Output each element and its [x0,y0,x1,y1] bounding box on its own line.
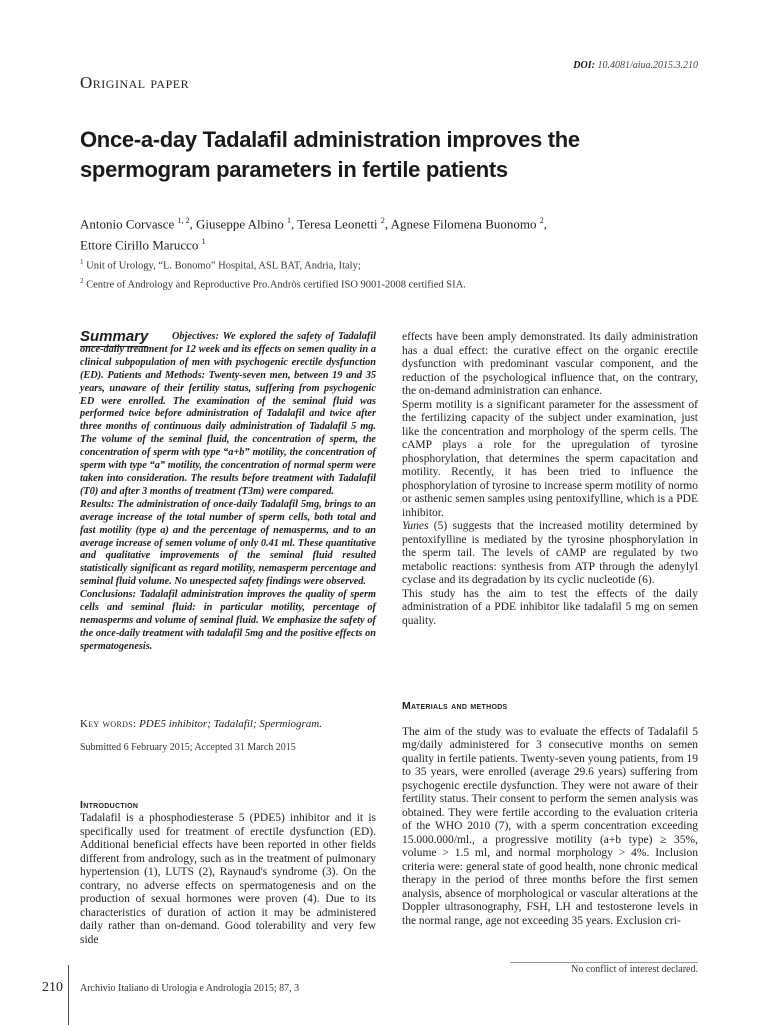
keywords-text: PDE5 inhibitor; Tadalafil; Spermiogram. [139,718,322,730]
introduction-heading: Introduction [80,799,139,811]
summary-abstract [80,331,376,654]
introduction-body [80,812,376,947]
author-name: Agnese Filomena Buonomo [390,216,537,232]
doi: DOI: 10.4081/aiua.2015.3.210 [573,60,698,71]
author-affil-ref: 1, 2 [177,216,190,225]
author-name: Ettore Cirillo Marucco [80,237,199,253]
right-column [402,331,698,628]
author-affil-ref: 2 [539,216,544,225]
author-affil-ref: 1 [201,237,206,247]
summary-conclusions: Conclusions: Tadalafil administration improves the quality of sperm cells and seminal fluid: in particular motility, percentage of nemasperms and volume of seminal fluid. We emphasize the safety of the once-daily treatment with tadalafil 5mg and the positive effects on spermatogenesis. [80,589,376,652]
methods-heading: Materials and methods [402,700,508,712]
body-paragraph: This study has the aim to test the effects of the daily administration of a PDE inhibitor like tadalafil 5 mg on semen quality. [402,587,698,627]
author-name: Teresa Leonetti [297,216,378,232]
keywords-label: Key words: [80,718,137,730]
introduction-paragraph: Tadalafil is a phosphodiesterase 5 (PDE5) inhibitor and it is specifically used for treatment of erectile dysfunction (ED). Additional beneficial effects have been reported in other fields different from andrology, such as in the treatment of pulmonary hypertension (1), LUTS (2), Raynaud's syndrome (3). On the contrary, no adverse effects on spermatogenesis and on the production of sexual hormones were proven (4). Due to its characteristics of duration of action it may be administered daily rather than on-demand. Good tolerability and very few side [80,812,376,946]
summary-objectives: Objectives: We explored the safety of Tadalafil once-daily treatment for 12 week and its effects on semen quality in a clinical subpopulation of men with psychogenic erectile dysfunction (ED). Patients and Methods: Twenty-seven men, between 19 and 35 years, unaware of their fertility status, suffering from psychogenic ED were enrolled. The examination of the seminal fluid was performed twice before administration of Tadalafil and twice after three months of continuous daily administration of Tadalafil 5 mg. The volume of the seminal fluid, the concentration of sperm, the concentration of sperm with type “a+b” motility, the concentration of sperm with type “a” motility, the concentration of normal sperm were taken into consideration. The results before treatment with Tadalafil (T0) and after 3 months of treatment (T3m) were compared. [80,331,376,497]
author-affil-ref: 1 [286,216,291,225]
author-affil-ref: 2 [380,216,385,225]
summary-heading: Summary [80,328,149,345]
submission-dates: Submitted 6 February 2015; Accepted 31 March 2015 [80,742,296,753]
body-paragraph: Sperm motility is a significant parameter for the assessment of the fertilizing capacity of the subject under examination, just like the concentration and morphology of the sperm cells. The cAMP plays a role for the upregulation of tyrosine phosphorylation, that determines the sperm capacitation and motility. Recently, it has been tried to influence the phosphorylation of tyrosine to increase sperm motility of normo or asthenic semen samples using pentoxifylline, which is a PDE inhibitor. [402,398,698,519]
summary-results: Results: The administration of once-daily Tadalafil 5mg, brings to an average increase of the total number of sperm cells, both total and fast motility (type a) and the percentage of nemasperms, and to an average increase of semen volume of only 0.41 ml. These quantitative and qualitative improvements of the seminal fluid resulted statistically significant as regard motility, nemasperm percentage and seminal fluid volume. No unespected safety findings were observed. [80,498,376,588]
conflict-divider [510,962,698,963]
methods-body [402,714,698,940]
section-type: Original paper [80,73,190,92]
cited-author: Yunes [402,520,429,532]
page-number: 210 [42,980,63,995]
keywords [80,718,380,730]
author-list: Antonio Corvasce $^{1, 2}$, Giuseppe Albino $^1$, Teresa Leonetti $^2$, Agnese Filomena Buonomo $^2$, Ettore Cirillo Marucco $^1$ [80,216,547,253]
affiliation-item: $^2$ Centre of Andrology and Reproductive Pro.Andròs certified ISO 9001-2008 certified SIA. [80,276,466,290]
affiliations [80,255,700,292]
conflict-statement: No conflict of interest declared. [571,964,698,975]
footer-divider [68,965,69,1025]
methods-paragraph: The aim of the study was to evaluate the effects of Tadalafil 5 mg/daily administered for 3 consecutive months on semen quality in fertile patients. Twenty-seven young patients, from 19 to 35 years, were enrolled (average 29.6 years) suffering from psychogenic erectile dysfunction. They were not aware of their fertility status. Their consent to perform the semen analysis was obtained. They were fertile according to the evaluation criteria of the WHO 2010 (7), with a sperm concentration exceeding 15.000.000/ml., a progressive motility (a+b type) ≥ 35%, volume > 1.5 ml, and normal morphology > 4%. Inclusion criteria were: general state of good health, none chronic medical therapy in the period of three months before the first semen analysis, absence of morphological or vascular alterations at the Doppler ultrasonography, FSH, LH and testosterone levels in the normal range, age not exceeding 35 years. Exclusion cri- [402,725,698,927]
body-paragraph: effects have been amply demonstrated. Its daily administration has a dual effect: the curative effect on the organic erectile dysfunction with predominant vascular component, and the reduction of the psychological influence that, on the contrary, the on-demand administration can enhance. [402,331,698,397]
doi-value[interactable]: 10.4081/aiua.2015.3.210 [597,60,698,71]
author-name: Antonio Corvasce [80,216,175,232]
body-paragraph: Yunes (5) suggests that the increased motility determined by pentoxifylline is mediated by the tyrosine phosphorylation in the sperm tail. The levels of cAMP are regulated by two metabolic reactions: synthesis from ATP through the adenylyl cyclase and its degradation by its cyclic nucleotide (6). [402,520,698,586]
journal-citation: Archivio Italiano di Urologia e Andrologia 2015; 87, 3 [80,983,300,994]
author-name: Giuseppe Albino [195,216,284,232]
affiliation-item: $^1$ Unit of Urology, “L. Bonomo” Hospital, ASL BAT, Andria, Italy; [80,258,361,272]
article-title: Once-a-day Tadalafil administration improves the spermogram parameters in fertile patients [80,127,580,182]
